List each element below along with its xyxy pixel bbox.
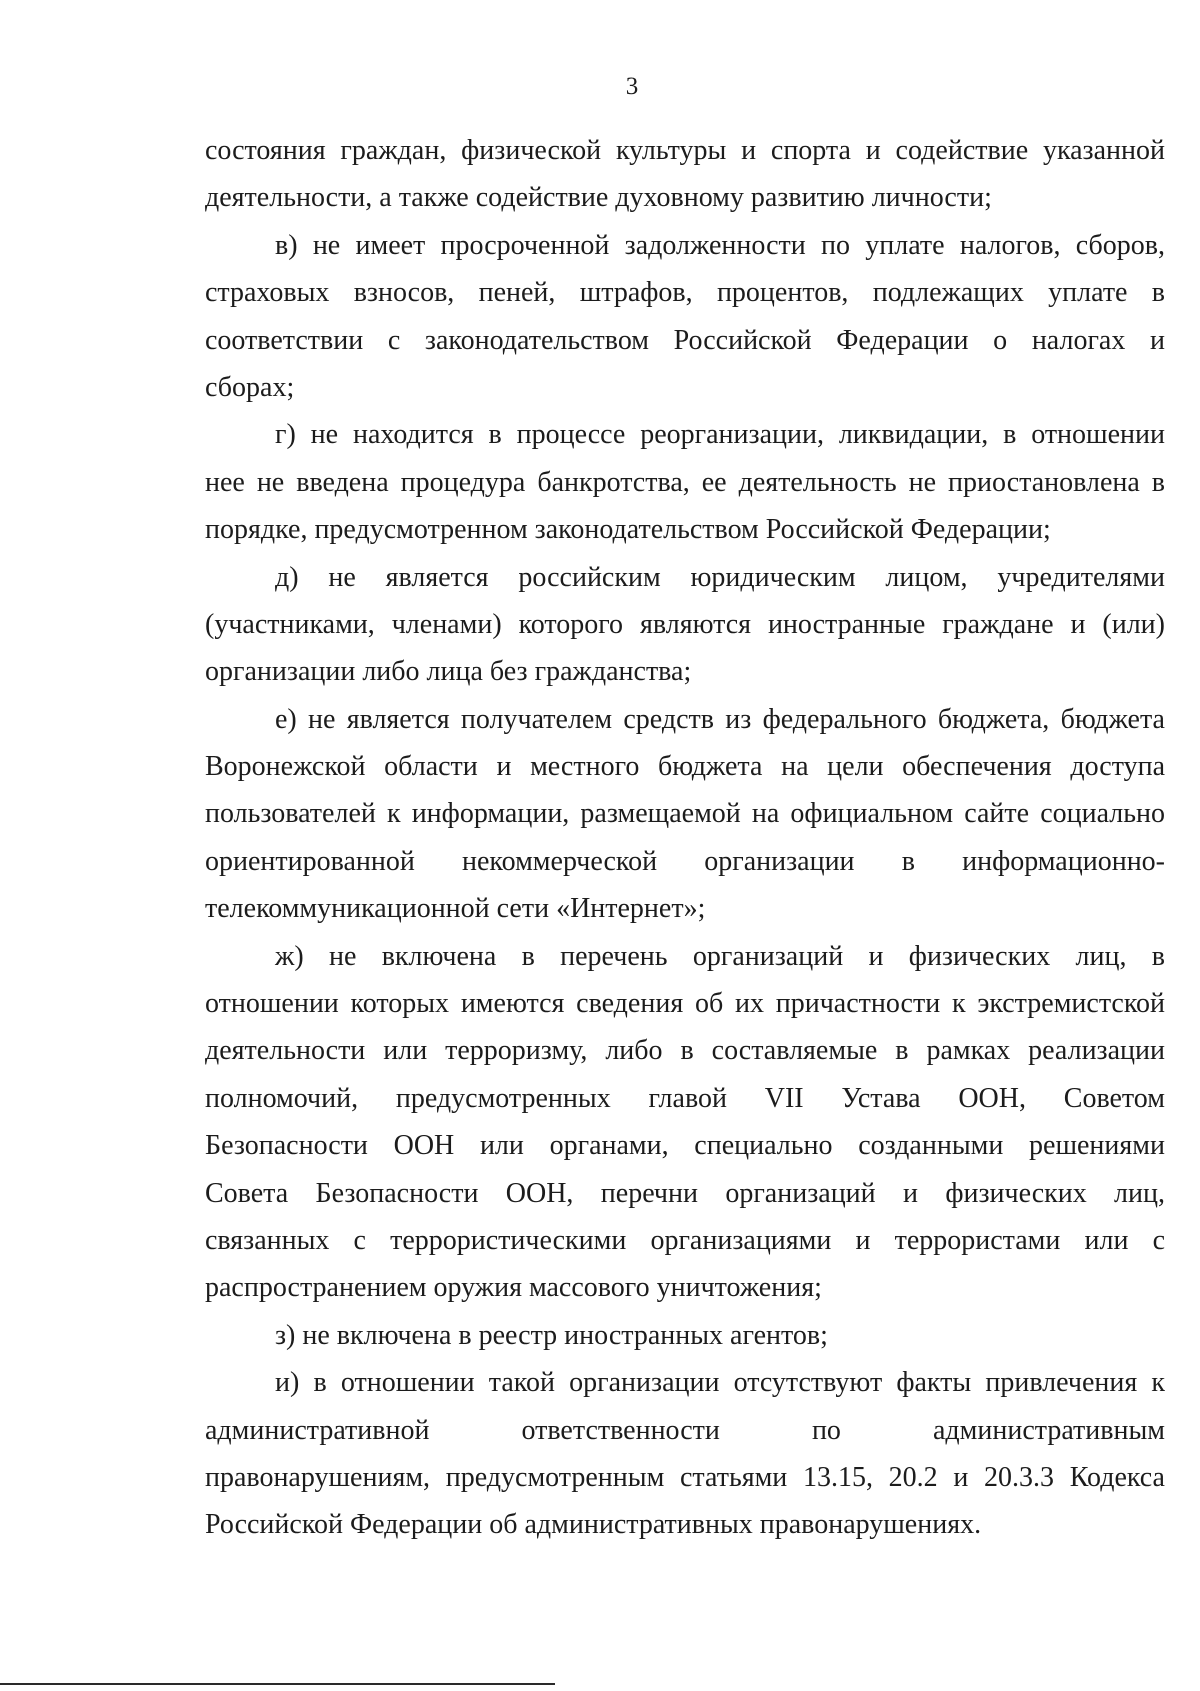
- text-line: распространением оружия массового уничтожения;: [205, 1272, 822, 1304]
- text-line: деятельности, а также содействие духовному развитию личности;: [205, 182, 992, 214]
- page-number: 3: [625, 73, 639, 100]
- text-line: полномочий, предусмотренных главой VII Устава ООН, Советом: [205, 1082, 1165, 1114]
- text-line: ориентированной некоммерческой организации в информационно-: [205, 845, 1165, 877]
- text-line: нее не введена процедура банкротства, ее деятельность не приостановлена в: [205, 466, 1165, 498]
- text-line: телекоммуникационной сети «Интернет»;: [205, 893, 706, 925]
- text-line: деятельности или терроризму, либо в составляемые в рамках реализации: [205, 1035, 1165, 1067]
- list-item-i-line: и) в отношении такой организации отсутствуют факты привлечения к: [275, 1367, 1165, 1399]
- text-line: Совета Безопасности ООН, перечни организаций и физических лиц,: [205, 1177, 1165, 1209]
- list-item-z-line: з) не включена в реестр иностранных агентов;: [275, 1319, 828, 1351]
- list-item-zh-line: ж) не включена в перечень организаций и физических лиц, в: [275, 940, 1165, 972]
- text-line: соответствии с законодательством Российской Федерации о налогах и: [205, 324, 1165, 356]
- text-line: организации либо лица без гражданства;: [205, 656, 692, 688]
- footer-rule: [0, 1683, 555, 1685]
- text-line: порядке, предусмотренном законодательством Российской Федерации;: [205, 514, 1051, 546]
- text-line: связанных с террористическими организациями и террористами или с: [205, 1224, 1165, 1256]
- text-line: Российской Федерации об административных правонарушениях.: [205, 1509, 982, 1541]
- document-body: [205, 127, 1165, 1549]
- text-line: отношении которых имеются сведения об их причастности к экстремистской: [205, 988, 1165, 1020]
- list-item-g-line: г) не находится в процессе реорганизации, ликвидации, в отношении: [275, 419, 1165, 451]
- list-item-e-line: е) не является получателем средств из федерального бюджета, бюджета: [275, 703, 1165, 735]
- text-line: пользователей к информации, размещаемой на официальном сайте социально: [205, 798, 1165, 830]
- text-line: административной ответственности по административным: [205, 1414, 1165, 1446]
- text-line: страховых взносов, пеней, штрафов, процентов, подлежащих уплате в: [205, 277, 1165, 309]
- text-line: состояния граждан, физической культуры и спорта и содействие указанной: [205, 135, 1165, 166]
- list-item-v-line: в) не имеет просроченной задолженности по уплате налогов, сборов,: [275, 229, 1165, 261]
- text-line: правонарушениям, предусмотренным статьями 13.15, 20.2 и 20.3.3 Кодекса: [205, 1461, 1165, 1493]
- text-line: (участниками, членами) которого являются иностранные граждане и (или): [205, 608, 1165, 640]
- text-line: Воронежской области и местного бюджета на цели обеспечения доступа: [205, 751, 1165, 783]
- text-line: Безопасности ООН или органами, специально созданными решениями: [205, 1130, 1165, 1162]
- list-item-d-line: д) не является российским юридическим лицом, учредителями: [275, 561, 1165, 593]
- text-line: сборах;: [205, 371, 295, 403]
